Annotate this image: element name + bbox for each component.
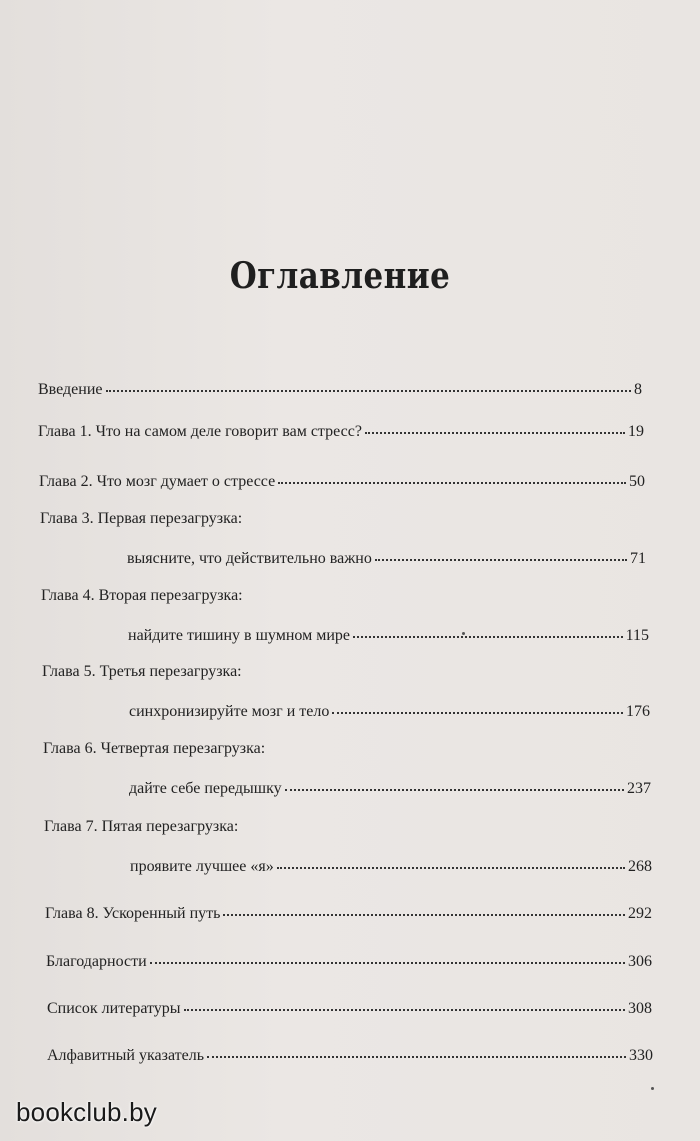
toc-page-number: 115 <box>625 627 649 644</box>
print-speck <box>651 1087 654 1090</box>
toc-entry-title: Глава 3. Первая перезагрузка: <box>40 510 243 527</box>
dot-leader <box>353 612 623 638</box>
toc-entry-subtitle: выясните, что действительно важно <box>127 550 372 567</box>
dot-leader <box>207 1032 626 1058</box>
toc-entry-bibliography <box>47 987 652 1015</box>
toc-entry-subtitle-line <box>128 614 649 642</box>
dot-leader <box>365 408 625 434</box>
toc-entry-heading <box>44 818 604 846</box>
toc-entry-title: Глава 6. Четвертая перезагрузка: <box>43 740 266 757</box>
toc-entry-heading <box>42 663 602 691</box>
toc-entry-subtitle: дайте себе передышку <box>129 780 282 797</box>
toc-page-number: 292 <box>628 905 652 922</box>
toc-entry-title: Глава 5. Третья перезагрузка: <box>42 663 242 680</box>
toc-entry-title: Глава 4. Вторая перезагрузка: <box>41 587 243 604</box>
toc-page-number: 237 <box>627 780 651 797</box>
dot-leader <box>223 890 625 916</box>
dot-leader <box>332 688 623 714</box>
dot-leader <box>106 366 632 392</box>
toc-entry-title: Глава 7. Пятая перезагрузка: <box>44 818 239 835</box>
toc-entry-subtitle: найдите тишину в шумном мире <box>128 627 350 644</box>
toc-entry-chapter-2 <box>39 460 645 488</box>
toc-page-number: 330 <box>629 1047 653 1064</box>
toc-page-number: 308 <box>628 1000 652 1017</box>
toc-entry-subtitle-line <box>130 845 652 873</box>
dot-leader <box>285 765 624 791</box>
toc-entry-subtitle-line <box>129 690 650 718</box>
toc-entry-subtitle-line <box>129 767 651 795</box>
toc-entry-subtitle-line <box>127 537 646 565</box>
toc-page-number: 19 <box>628 423 644 440</box>
dot-leader <box>184 985 625 1011</box>
toc-page-number: 306 <box>628 953 652 970</box>
toc-page-number: 268 <box>628 858 652 875</box>
dot-leader <box>278 458 626 484</box>
toc-entry-title: Список литературы <box>47 1000 181 1017</box>
dot-leader <box>277 843 625 869</box>
toc-entry-acknowledgements <box>46 940 652 968</box>
toc-page-number: 50 <box>629 473 645 490</box>
toc-entry-introduction <box>38 368 642 396</box>
dot-leader <box>150 938 625 964</box>
dot-leader <box>375 535 627 561</box>
toc-page-number: 176 <box>626 703 650 720</box>
print-speck <box>462 632 465 635</box>
toc-entry-title: Благодарности <box>46 953 147 970</box>
toc-entry-title: Глава 8. Ускоренный путь <box>45 905 221 922</box>
site-watermark: bookclub.by <box>16 1097 157 1127</box>
toc-entry-heading <box>40 510 600 538</box>
toc-entry-subtitle: проявите лучшее «я» <box>130 858 274 875</box>
toc-page-number: 8 <box>634 381 642 398</box>
toc-entry-title: Введение <box>38 381 103 398</box>
toc-page-number: 71 <box>630 550 646 567</box>
toc-entry-index <box>47 1034 653 1062</box>
toc-entry-title: Глава 1. Что на самом деле говорит вам стресс? <box>38 423 362 440</box>
toc-entry-heading <box>43 740 603 768</box>
toc-entry-chapter-8 <box>45 892 652 920</box>
page-title: Оглавление <box>229 255 451 297</box>
toc-entry-subtitle: синхронизируйте мозг и тело <box>129 703 330 720</box>
toc-entry-chapter-1 <box>38 410 644 438</box>
toc-entry-title: Алфавитный указатель <box>47 1047 205 1064</box>
toc-entry-title: Глава 2. Что мозг думает о стрессе <box>39 473 276 490</box>
toc-entry-heading <box>41 587 601 615</box>
